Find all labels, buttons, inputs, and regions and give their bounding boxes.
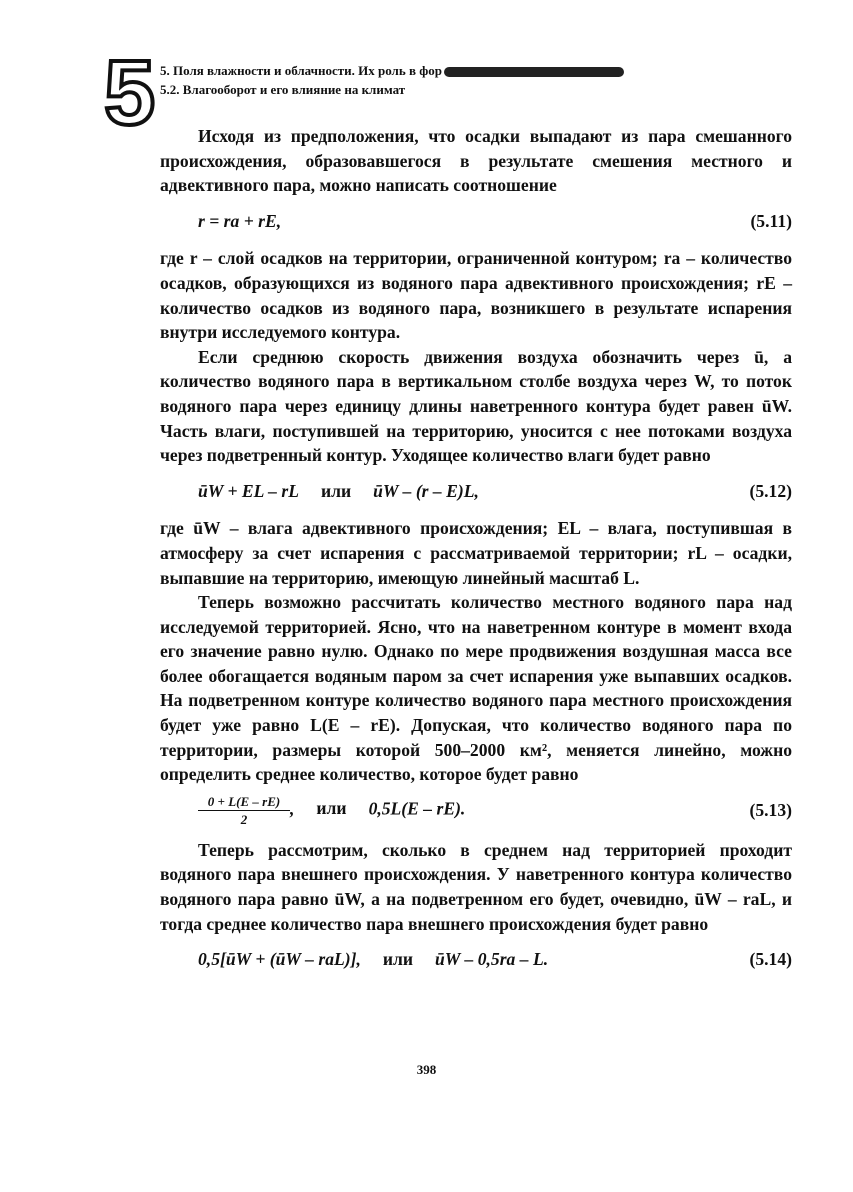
equation-right: ūW – (r – E)L,: [373, 480, 479, 501]
equation-number: (5.11): [750, 210, 792, 231]
equation-5-14: [160, 947, 792, 972]
running-head-line1: [160, 61, 660, 80]
paragraph-6: Теперь рассмотрим, сколько в среднем над территорией проходит водяного пара внешнего происхождения. У наветренного контура количество водяного пара равно ūW, а на подветренном его будет, очевидно, ūW – rаL, и тогда среднее количество пара внешнего происхождения будет равно: [160, 839, 792, 934]
equation-connector: или: [382, 949, 414, 970]
equation-right: ūW – 0,5rа – L.: [435, 949, 549, 970]
paragraph-1: Исходя из предположения, что осадки выпадают из пара смешанного происхождения, образовавшегося в результате смешения местного и адвективного пара, можно написать соотношение: [160, 126, 792, 196]
paragraph-4: где ūW – влага адвективного происхождения; EL – влага, поступившая в атмосферу за счет испарения с рассматриваемой территории; rL – осадки, выпавшие на территорию, имеющую линейный масштаб L.: [160, 518, 792, 588]
equation-left: 0,5[ūW + (ūW – rаL)],: [198, 949, 361, 970]
equation-number: (5.13): [749, 800, 792, 821]
fraction-denominator: 2: [240, 811, 248, 827]
body-text: [160, 124, 792, 985]
fraction-numerator: 0 + L(E – rE): [207, 793, 281, 809]
equation-5-12: [160, 479, 792, 504]
equation-left: ūW + EL – rL: [198, 480, 299, 501]
equation-5-11: [160, 209, 792, 234]
paragraph-3: Если среднюю скорость движения воздуха обозначить через ū, а количество водяного пара в вертикальном столбе воздуха через W, то поток водяного пара через единицу длины наветренного контура будет равен ūW. Часть влаги, поступившей на территорию, уносится с нее потоками воздуха через подветренный контур. Уходящее количество влаги будет равно: [160, 346, 792, 466]
running-head-line1-text: 5. Поля влажности и облачности. Их роль в фор: [160, 63, 442, 78]
page-number: 398: [416, 1062, 437, 1077]
equation-body: [198, 947, 548, 972]
equation-connector: или: [316, 798, 347, 819]
equation-body: [198, 479, 479, 504]
paragraph-5: Теперь возможно рассчитать количество местного водяного пара над исследуемой территорией. Ясно, что на наветренном контуре в момент входа его значение равно нулю. Однако по мере продвижения воздушная масса все более обогащается водяным паром за счет испарения уже выпавших осадков. На подветренном контуре количество водяного пара местного происхождения будет уже равно L(E – rE). Допуская, что количество водяного пара по территории, размеры которой 500–2000 км², меняется линейно, можно определить среднее количество, которое будет равно: [160, 592, 792, 785]
fraction: [198, 793, 290, 828]
chapter-number-badge: 5: [104, 42, 156, 144]
ink-smudge: [444, 67, 624, 77]
equation-number: (5.12): [749, 480, 792, 501]
equation-5-13: [160, 793, 792, 828]
equation-body: $\frac{0 + L(E - rE)}{2}$ , или 0,5L(E – rE).: [198, 793, 465, 828]
equation-number: (5.14): [749, 949, 792, 970]
equation-connector: или: [320, 480, 352, 501]
paragraph-2: где r – слой осадков на территории, ограниченной контуром; rа – количество осадков, образующихся из водяного пара адвективного происхождения; rE – количество осадков из водяного пара, возникшего в результате испарения внутри исследуемого контура.: [160, 248, 792, 343]
running-head-line2: 5.2. Влагооборот и его влияние на климат: [160, 82, 406, 97]
equation-expression: r = rа + rE,: [198, 210, 282, 231]
equation-right: 0,5L(E – rE).: [368, 798, 466, 819]
running-head: [160, 61, 660, 99]
